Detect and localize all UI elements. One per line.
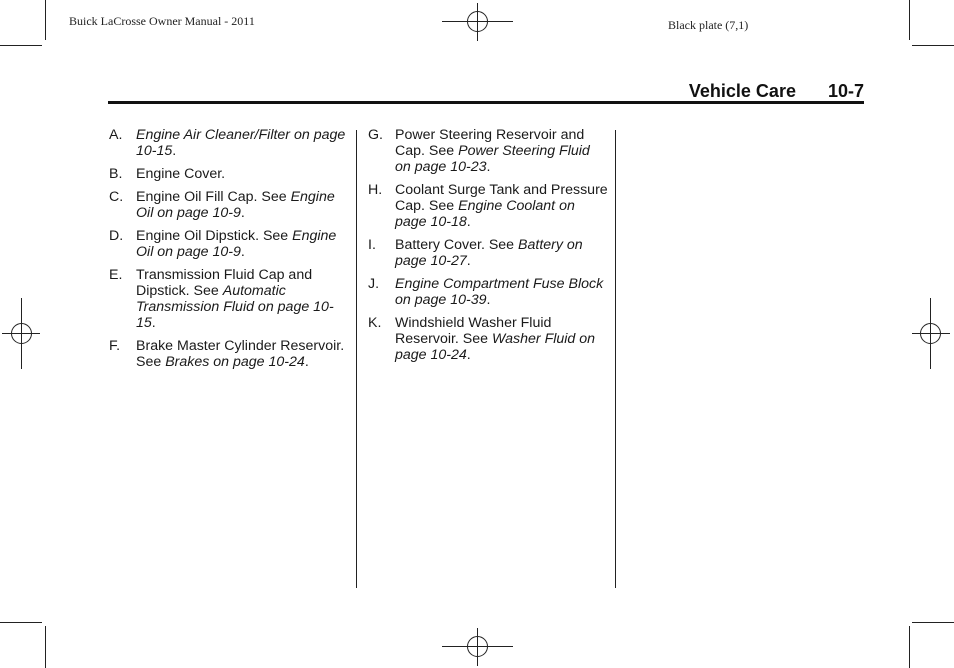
item-text: Power Steering Reservoir and Cap. See <box>395 127 585 159</box>
manual-title: Buick LaCrosse Owner Manual - 2011 <box>69 14 255 28</box>
item-tail: . <box>466 214 471 230</box>
legend-column-1 <box>109 127 349 377</box>
plate-label: Black plate (7,1) <box>668 18 749 32</box>
item-description <box>395 182 608 230</box>
item-tail: . <box>240 244 245 260</box>
item-tail: . <box>466 347 471 363</box>
item-letter: J. <box>368 276 380 292</box>
item-description <box>395 315 608 363</box>
item-reference: Engine Oil on page 10-9 <box>136 228 337 260</box>
item-description <box>136 267 349 331</box>
item-letter: H. <box>368 182 383 198</box>
page-number: 10-7 <box>827 81 864 101</box>
item-text: Battery Cover. See <box>395 237 519 253</box>
item-text: Transmission Fluid Cap and Dipstick. See <box>136 267 313 299</box>
item-text: Engine Oil Fill Cap. See <box>136 189 291 205</box>
item-tail: . <box>172 143 177 159</box>
item-tail: . <box>151 315 156 331</box>
column-divider-1 <box>356 130 357 588</box>
legend-item <box>109 127 349 159</box>
item-text: Windshield Washer Fluid Reservoir. See <box>395 315 552 347</box>
section-title: Vehicle Care <box>688 81 796 101</box>
legend-item <box>368 237 608 269</box>
item-description <box>395 276 608 308</box>
item-text: Engine Cover. <box>136 166 226 182</box>
column-divider-2 <box>615 130 616 588</box>
item-letter: K. <box>368 315 382 331</box>
item-description <box>136 127 349 159</box>
legend-item <box>109 267 349 331</box>
legend-item <box>109 338 349 370</box>
item-reference: Washer Fluid on page 10-24 <box>395 331 596 363</box>
legend-item <box>368 127 608 175</box>
legend-item <box>109 228 349 260</box>
item-letter: F. <box>109 338 121 354</box>
item-letter: G. <box>368 127 383 143</box>
item-letter: D. <box>109 228 124 244</box>
item-letter: E. <box>109 267 123 283</box>
item-description <box>136 189 349 221</box>
section-header <box>689 81 864 102</box>
item-letter: A. <box>109 127 123 143</box>
legend-item <box>109 166 349 182</box>
item-reference: Engine Oil on page 10-9 <box>136 189 335 221</box>
legend-item <box>368 315 608 363</box>
item-letter: C. <box>109 189 124 205</box>
item-reference: Brakes on page 10-24 <box>165 354 305 370</box>
item-tail: . <box>486 292 491 308</box>
item-letter: B. <box>109 166 123 182</box>
item-text: Brake Master Cylinder Reservoir. See <box>136 338 345 370</box>
item-tail: . <box>240 205 245 221</box>
legend-item <box>109 189 349 221</box>
legend-item <box>368 182 608 230</box>
item-description <box>136 338 349 370</box>
item-reference: Engine Coolant on page 10-18 <box>395 198 575 230</box>
item-reference: Battery on page 10-27 <box>395 237 583 269</box>
legend-column-2 <box>368 127 608 370</box>
item-reference: Engine Air Cleaner/Filter on page 10-15 <box>136 127 346 159</box>
item-reference: Power Steering Fluid on page 10-23 <box>395 143 590 175</box>
legend-item <box>368 276 608 308</box>
item-tail: . <box>304 354 309 370</box>
item-description <box>395 237 608 269</box>
item-reference: Automatic Transmission Fluid on page 10-15 <box>136 283 334 331</box>
item-reference: Engine Compartment Fuse Block on page 10-39 <box>395 276 604 308</box>
item-text: Coolant Surge Tank and Pressure Cap. See <box>395 182 608 214</box>
item-description <box>136 166 349 182</box>
header-rule <box>108 101 864 104</box>
item-tail: . <box>466 253 471 269</box>
item-description <box>136 228 349 260</box>
item-tail: . <box>486 159 491 175</box>
item-text: Engine Oil Dipstick. See <box>136 228 293 244</box>
item-description <box>395 127 608 175</box>
item-letter: I. <box>368 237 376 253</box>
